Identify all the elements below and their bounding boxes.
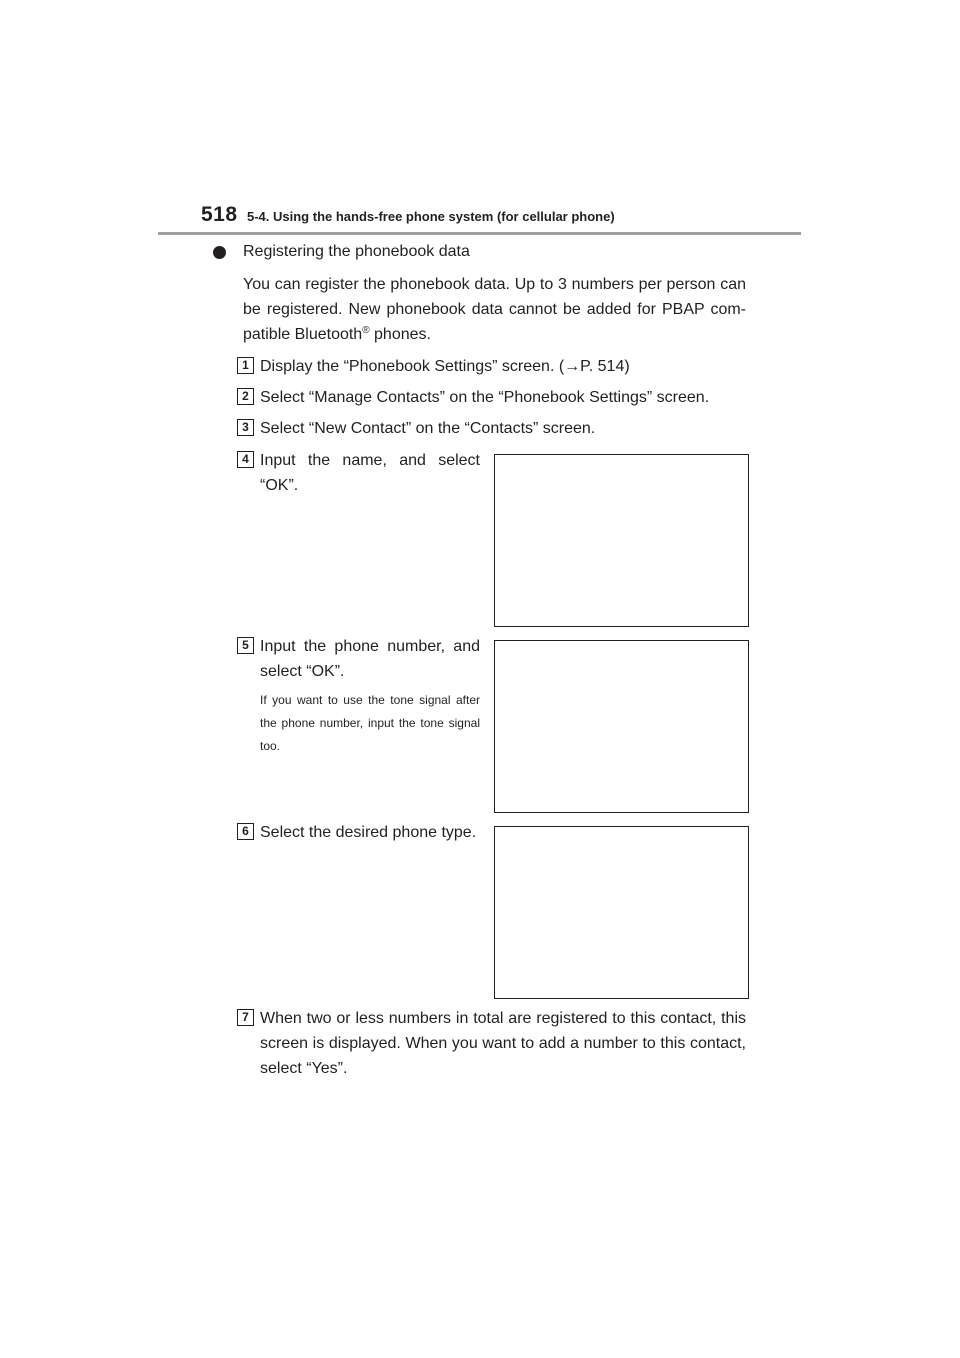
step-note-5: If you want to use the tone signal after the phone number, input the tone signal too. [260,693,480,753]
bullet-icon [213,246,226,259]
screen-figure-6 [494,826,749,999]
intro-text: You can register the phonebook data. Up to 3 numbers per person can be registered. New phonebook data cannot be added for PBAP com-patible Bluetooth [243,276,746,343]
screen-figure-5 [494,640,749,813]
section-heading-text: Registering the phonebook data [243,243,470,260]
step-text-1: Display the “Phonebook Settings” screen. (→P. 514) [260,358,630,375]
registered-mark: ® [362,325,370,336]
step-number-3: 3 [237,419,254,436]
step-text-6: Select the desired phone type. [260,824,477,841]
section-heading [213,243,470,261]
section-intro [243,272,746,347]
step-text-3: Select “New Contact” on the “Contacts” screen. [260,420,596,437]
step-number-6: 6 [237,823,254,840]
step-number-2: 2 [237,388,254,405]
step-text-5: Input the phone number, and select “OK”. [260,638,480,680]
step-number-4: 4 [237,451,254,468]
intro-text-end: phones. [369,326,431,343]
section-title: 5-4. Using the hands-free phone system (for cellular phone) [247,209,615,224]
page-number: 518 [201,203,238,226]
step-number-7: 7 [237,1009,254,1026]
screen-figure-4 [494,454,749,627]
step-text-4: Input the name, and select “OK”. [260,452,480,494]
header-rule [158,232,801,235]
step-number-5: 5 [237,637,254,654]
step-text-7: When two or less numbers in total are registered to this contact, this screen is displayed. When you want to add a number to this contact, select “Yes”. [260,1010,746,1077]
step-text-2: Select “Manage Contacts” on the “Phonebook Settings” screen. [260,389,710,406]
step-number-1: 1 [237,357,254,374]
